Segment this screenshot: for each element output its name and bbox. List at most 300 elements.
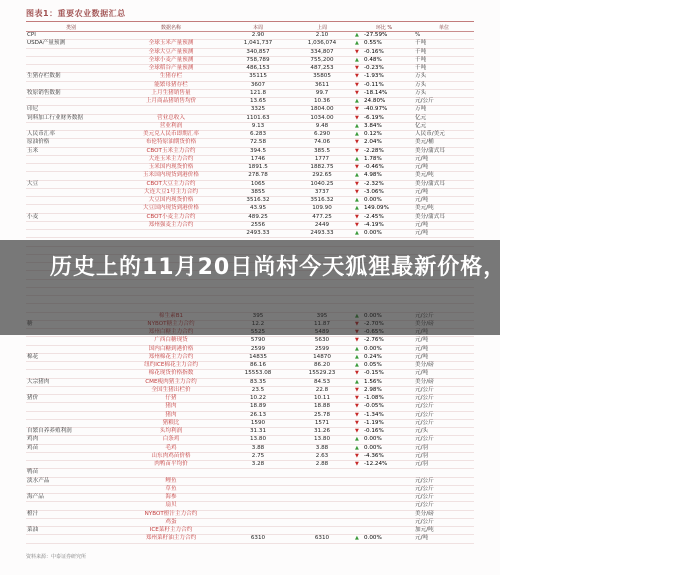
row-category bbox=[26, 155, 116, 163]
column-header-change: 环比 % bbox=[354, 23, 414, 32]
table-row bbox=[26, 114, 474, 122]
row-unit: 元/公斤 bbox=[414, 502, 474, 510]
row-category: 饲料加工行业财务数据 bbox=[26, 114, 116, 122]
row-unit: 千吨 bbox=[414, 40, 474, 48]
row-change bbox=[354, 205, 414, 213]
arrow-up-icon: ▲ bbox=[355, 122, 359, 129]
row-this-week: 278.78 bbox=[226, 172, 290, 180]
table-row bbox=[26, 81, 474, 89]
row-category: 牧原销售数据 bbox=[26, 89, 116, 97]
row-change bbox=[354, 89, 414, 97]
row-category bbox=[26, 362, 116, 370]
row-unit: 元/吨 bbox=[414, 337, 474, 345]
row-category: CPI bbox=[26, 32, 116, 40]
row-change bbox=[354, 48, 414, 56]
row-change bbox=[354, 147, 414, 155]
row-category: USDA产量预测 bbox=[26, 40, 116, 48]
table-row bbox=[26, 403, 474, 411]
row-indicator: 扇贝 bbox=[116, 502, 226, 510]
row-this-week: 3516.32 bbox=[226, 197, 290, 205]
row-change bbox=[354, 122, 414, 130]
row-last-week: 99.7 bbox=[290, 89, 354, 97]
row-indicator: 郑州强麦主力合约 bbox=[116, 221, 226, 229]
row-indicator: 美元兑人民币即期汇率 bbox=[116, 131, 226, 139]
arrow-down-icon: ▼ bbox=[355, 461, 359, 467]
row-this-week: 15553.08 bbox=[226, 370, 290, 378]
row-indicator: 海参 bbox=[116, 494, 226, 502]
row-change bbox=[354, 139, 414, 147]
row-indicator: 全球小麦产量预测 bbox=[116, 56, 226, 64]
row-change-value: -4.19% bbox=[364, 221, 384, 228]
row-change bbox=[354, 535, 414, 543]
source-note: 资料来源：中泰证券研究所 bbox=[26, 554, 87, 560]
row-last-week: 2.63 bbox=[290, 452, 354, 460]
row-category: 小麦 bbox=[26, 213, 116, 221]
row-this-week: 43.95 bbox=[226, 205, 290, 213]
row-this-week: 23.5 bbox=[226, 386, 290, 394]
row-change bbox=[354, 32, 414, 40]
table-row bbox=[26, 89, 474, 97]
row-indicator: 头均利润 bbox=[116, 428, 226, 436]
row-change bbox=[354, 230, 414, 238]
row-change-value: 0.55% bbox=[364, 40, 382, 47]
row-change bbox=[354, 518, 414, 526]
table-row bbox=[26, 147, 474, 155]
row-change-value: -1.19% bbox=[364, 419, 384, 426]
row-last-week: 18.88 bbox=[290, 403, 354, 411]
row-last-week bbox=[290, 469, 354, 477]
row-change bbox=[354, 444, 414, 452]
row-unit: 元/公斤 bbox=[414, 485, 474, 493]
row-change-value: 149.09% bbox=[364, 205, 389, 212]
row-change bbox=[354, 114, 414, 122]
row-last-week: 2449 bbox=[290, 221, 354, 229]
arrow-up-icon: ▲ bbox=[355, 444, 359, 451]
row-last-week bbox=[290, 485, 354, 493]
row-change-value: 0.00% bbox=[364, 444, 382, 451]
arrow-up-icon: ▲ bbox=[355, 155, 359, 162]
row-change-value: 1.78% bbox=[364, 155, 382, 162]
row-category: 玉米 bbox=[26, 147, 116, 155]
table-row bbox=[26, 510, 474, 518]
row-indicator: 仔猪 bbox=[116, 395, 226, 403]
row-change bbox=[354, 502, 414, 510]
table-row bbox=[26, 461, 474, 469]
row-category: 大宗猪肉 bbox=[26, 378, 116, 386]
row-this-week: 3.28 bbox=[226, 461, 290, 469]
table-row bbox=[26, 502, 474, 510]
row-category: 原油价格 bbox=[26, 139, 116, 147]
arrow-up-icon: ▲ bbox=[355, 131, 359, 137]
row-change-value: -40.97% bbox=[364, 106, 388, 113]
row-last-week: 1777 bbox=[290, 155, 354, 163]
row-change bbox=[354, 395, 414, 403]
row-indicator: 郑州棉花主力合约 bbox=[116, 353, 226, 361]
row-last-week: 35805 bbox=[290, 73, 354, 81]
row-category bbox=[26, 56, 116, 64]
row-change-value: 0.24% bbox=[364, 353, 382, 360]
row-this-week: 31.31 bbox=[226, 428, 290, 436]
row-unit: 元/公斤 bbox=[414, 386, 474, 394]
table-row bbox=[26, 345, 474, 353]
row-change-value: -1.34% bbox=[364, 411, 384, 418]
row-category bbox=[26, 221, 116, 229]
row-last-week: 1804.00 bbox=[290, 106, 354, 114]
row-change bbox=[354, 527, 414, 535]
row-indicator: 全球玉米产量预测 bbox=[116, 40, 226, 48]
row-unit: 千吨 bbox=[414, 65, 474, 73]
row-change-value: -18.14% bbox=[364, 89, 388, 96]
row-change bbox=[354, 469, 414, 477]
row-this-week: 6310 bbox=[226, 535, 290, 543]
row-this-week: 3855 bbox=[226, 188, 290, 196]
row-unit: 美分/蒲式耳 bbox=[414, 180, 474, 188]
row-category bbox=[26, 386, 116, 394]
row-change bbox=[354, 221, 414, 229]
arrow-up-icon: ▲ bbox=[355, 230, 359, 236]
column-header-last-week: 上周 bbox=[290, 23, 354, 32]
row-change-value: -0.05% bbox=[364, 403, 384, 410]
row-last-week bbox=[290, 527, 354, 535]
row-indicator: CBOT玉米主力合约 bbox=[116, 147, 226, 155]
arrow-up-icon: ▲ bbox=[355, 40, 359, 47]
row-unit: 元/公斤 bbox=[414, 98, 474, 106]
arrow-down-icon: ▼ bbox=[355, 386, 359, 393]
row-last-week: 2599 bbox=[290, 345, 354, 353]
row-change-value: -27.59% bbox=[364, 32, 388, 38]
row-change-value: -3.06% bbox=[364, 188, 384, 195]
arrow-down-icon: ▼ bbox=[355, 213, 359, 220]
row-unit: 元/吨 bbox=[414, 155, 474, 163]
row-this-week bbox=[226, 510, 290, 518]
row-indicator: 营业总收入 bbox=[116, 114, 226, 122]
row-last-week bbox=[290, 518, 354, 526]
table-row bbox=[26, 494, 474, 502]
row-this-week: 340,857 bbox=[226, 48, 290, 56]
row-this-week: 1065 bbox=[226, 180, 290, 188]
row-last-week: 6.290 bbox=[290, 131, 354, 139]
table-row bbox=[26, 197, 474, 205]
row-this-week: 2599 bbox=[226, 345, 290, 353]
row-change bbox=[354, 370, 414, 378]
row-indicator: 猪肉 bbox=[116, 411, 226, 419]
row-category: 鸡肉 bbox=[26, 436, 116, 444]
row-last-week: 14870 bbox=[290, 353, 354, 361]
row-unit: % bbox=[414, 32, 474, 40]
row-unit: 元/吨 bbox=[414, 221, 474, 229]
row-this-week: 489.25 bbox=[226, 213, 290, 221]
table-row bbox=[26, 444, 474, 452]
row-unit: 元/公斤 bbox=[414, 403, 474, 411]
row-indicator: 全国生猪出栏价 bbox=[116, 386, 226, 394]
table-row bbox=[26, 518, 474, 526]
row-category bbox=[26, 502, 116, 510]
row-category bbox=[26, 535, 116, 543]
row-change bbox=[354, 98, 414, 106]
row-last-week bbox=[290, 510, 354, 518]
arrow-down-icon: ▼ bbox=[355, 164, 359, 170]
row-last-week: 31.26 bbox=[290, 428, 354, 436]
row-category: 棉花 bbox=[26, 353, 116, 361]
row-category bbox=[26, 230, 116, 238]
row-change bbox=[354, 494, 414, 502]
row-last-week: 13.80 bbox=[290, 436, 354, 444]
table-row bbox=[26, 65, 474, 73]
row-this-week: 1590 bbox=[226, 419, 290, 427]
row-unit: 千吨 bbox=[414, 48, 474, 56]
row-unit: 万头 bbox=[414, 81, 474, 89]
row-category bbox=[26, 419, 116, 427]
row-last-week: 3737 bbox=[290, 188, 354, 196]
row-change bbox=[354, 81, 414, 89]
row-last-week: 25.78 bbox=[290, 411, 354, 419]
row-category: 自繁自养养殖利润 bbox=[26, 428, 116, 436]
row-change-value: 2.98% bbox=[364, 386, 382, 393]
row-this-week: 9.13 bbox=[226, 122, 290, 130]
row-indicator: 上月商品猪销售均价 bbox=[116, 98, 226, 106]
row-last-week: 3611 bbox=[290, 81, 354, 89]
row-last-week: 22.8 bbox=[290, 386, 354, 394]
row-last-week: 15529.23 bbox=[290, 370, 354, 378]
row-indicator: 毛鸡 bbox=[116, 444, 226, 452]
row-unit: 美分/磅 bbox=[414, 378, 474, 386]
table-row bbox=[26, 56, 474, 64]
row-unit bbox=[414, 469, 474, 477]
row-change bbox=[354, 197, 414, 205]
row-unit: 人民币/美元 bbox=[414, 131, 474, 139]
arrow-down-icon: ▼ bbox=[355, 221, 359, 228]
arrow-up-icon: ▲ bbox=[355, 56, 359, 63]
arrow-up-icon: ▲ bbox=[355, 197, 359, 203]
row-indicator: 上月生猪销售量 bbox=[116, 89, 226, 97]
row-change-value: 0.00% bbox=[364, 436, 382, 443]
row-unit: 万吨 bbox=[414, 106, 474, 114]
row-indicator bbox=[116, 32, 226, 40]
row-this-week: 2556 bbox=[226, 221, 290, 229]
row-change-value: 2.04% bbox=[364, 139, 382, 146]
table-row bbox=[26, 485, 474, 493]
row-this-week: 486,153 bbox=[226, 65, 290, 73]
row-category bbox=[26, 65, 116, 73]
table-row bbox=[26, 378, 474, 386]
row-last-week: 755,200 bbox=[290, 56, 354, 64]
row-change-value: -1.93% bbox=[364, 73, 384, 80]
arrow-down-icon: ▼ bbox=[355, 147, 359, 154]
row-indicator: 大豆国内现货到港价格 bbox=[116, 205, 226, 213]
arrow-down-icon: ▼ bbox=[355, 428, 359, 434]
row-unit: 元/公斤 bbox=[414, 419, 474, 427]
row-indicator: 草鱼 bbox=[116, 485, 226, 493]
row-change-value: -6.19% bbox=[364, 114, 384, 121]
row-this-week: 394.5 bbox=[226, 147, 290, 155]
table-row bbox=[26, 213, 474, 221]
table-row bbox=[26, 172, 474, 180]
row-last-week bbox=[290, 494, 354, 502]
row-change-value: 24.80% bbox=[364, 98, 386, 104]
row-change bbox=[354, 131, 414, 139]
row-unit: 万头 bbox=[414, 89, 474, 97]
row-this-week: 10.22 bbox=[226, 395, 290, 403]
row-indicator: 猪肉 bbox=[116, 403, 226, 411]
row-change bbox=[354, 378, 414, 386]
table-row bbox=[26, 155, 474, 163]
arrow-up-icon: ▲ bbox=[355, 535, 359, 542]
table-row bbox=[26, 469, 474, 477]
row-unit: 亿元 bbox=[414, 122, 474, 130]
row-last-week: 74.06 bbox=[290, 139, 354, 147]
row-this-week: 1101.63 bbox=[226, 114, 290, 122]
row-category: 鸭苗 bbox=[26, 469, 116, 477]
row-last-week: 1040.25 bbox=[290, 180, 354, 188]
table-row bbox=[26, 40, 474, 48]
row-last-week: 1,036,074 bbox=[290, 40, 354, 48]
row-category: 菜油 bbox=[26, 527, 116, 535]
arrow-down-icon: ▼ bbox=[355, 452, 359, 459]
column-header-unit: 单位 bbox=[414, 23, 474, 32]
row-unit: 美元/桶 bbox=[414, 139, 474, 147]
row-indicator: CME瘦肉猪主力合约 bbox=[116, 378, 226, 386]
table-row bbox=[26, 535, 474, 543]
row-last-week: 3516.32 bbox=[290, 197, 354, 205]
table-row bbox=[26, 370, 474, 378]
row-this-week: 5790 bbox=[226, 337, 290, 345]
row-change-value: 0.00% bbox=[364, 345, 382, 352]
row-unit: 元/羽 bbox=[414, 461, 474, 469]
table-row bbox=[26, 419, 474, 427]
row-category bbox=[26, 164, 116, 172]
row-last-week bbox=[290, 502, 354, 510]
arrow-down-icon: ▼ bbox=[355, 65, 359, 71]
arrow-down-icon: ▼ bbox=[355, 139, 359, 146]
row-change-value: -2.32% bbox=[364, 180, 384, 187]
row-indicator: 肉鸭苗平均价 bbox=[116, 461, 226, 469]
row-this-week: 1891.5 bbox=[226, 164, 290, 172]
table-row bbox=[26, 395, 474, 403]
row-this-week: 2.90 bbox=[226, 32, 290, 40]
table-row bbox=[26, 73, 474, 81]
row-change bbox=[354, 213, 414, 221]
row-this-week: 2.75 bbox=[226, 452, 290, 460]
row-change bbox=[354, 73, 414, 81]
row-indicator: 纽约ICE棉花主力合约 bbox=[116, 362, 226, 370]
row-indicator: 玉米国内现货价格 bbox=[116, 164, 226, 172]
row-category bbox=[26, 337, 116, 345]
row-last-week: 3.88 bbox=[290, 444, 354, 452]
row-unit: 元/吨 bbox=[414, 353, 474, 361]
row-change bbox=[354, 172, 414, 180]
row-unit: 美元/吨 bbox=[414, 205, 474, 213]
row-unit: 元/公斤 bbox=[414, 494, 474, 502]
row-category: 淡水产品 bbox=[26, 477, 116, 485]
row-change bbox=[354, 510, 414, 518]
arrow-down-icon: ▼ bbox=[355, 114, 359, 121]
table-row bbox=[26, 205, 474, 213]
row-change bbox=[354, 485, 414, 493]
row-unit: 元/公斤 bbox=[414, 436, 474, 444]
row-change bbox=[354, 40, 414, 48]
row-indicator: 能繁母猪存栏 bbox=[116, 81, 226, 89]
row-change bbox=[354, 56, 414, 64]
row-this-week bbox=[226, 527, 290, 535]
table-row bbox=[26, 188, 474, 196]
row-category: 生猪存栏数据 bbox=[26, 73, 116, 81]
row-change bbox=[354, 180, 414, 188]
row-change-value: -0.16% bbox=[364, 428, 384, 434]
row-last-week: 1034.00 bbox=[290, 114, 354, 122]
row-indicator bbox=[116, 106, 226, 114]
row-this-week bbox=[226, 494, 290, 502]
arrow-up-icon: ▲ bbox=[355, 362, 359, 368]
row-this-week bbox=[226, 502, 290, 510]
row-category: 海产品 bbox=[26, 494, 116, 502]
row-change-value: -2.76% bbox=[364, 337, 384, 344]
row-change bbox=[354, 477, 414, 485]
row-indicator: 棉花现货价格指数 bbox=[116, 370, 226, 378]
row-unit: 元/公斤 bbox=[414, 395, 474, 403]
row-indicator: 山东肉鸡苗价格 bbox=[116, 452, 226, 460]
row-category: 人民币汇率 bbox=[26, 131, 116, 139]
row-last-week: 109.90 bbox=[290, 205, 354, 213]
row-indicator bbox=[116, 469, 226, 477]
row-change bbox=[354, 461, 414, 469]
table-row bbox=[26, 32, 474, 40]
row-unit: 元/羽 bbox=[414, 444, 474, 452]
row-category bbox=[26, 345, 116, 353]
table-row bbox=[26, 221, 474, 229]
row-change-value: 1.56% bbox=[364, 378, 382, 385]
row-unit: 元/公斤 bbox=[414, 518, 474, 526]
row-category bbox=[26, 518, 116, 526]
arrow-down-icon: ▼ bbox=[355, 370, 359, 377]
column-header-indicator: 数据名称 bbox=[116, 23, 226, 32]
row-change-value: -2.28% bbox=[364, 147, 384, 154]
row-last-week: 84.53 bbox=[290, 378, 354, 386]
row-indicator: 大连玉米主力合约 bbox=[116, 155, 226, 163]
row-indicator: 白条鸡 bbox=[116, 436, 226, 444]
table-row bbox=[26, 386, 474, 394]
row-indicator: ICE菜籽主力合约 bbox=[116, 527, 226, 535]
row-this-week bbox=[226, 518, 290, 526]
row-unit: 元/吨 bbox=[414, 188, 474, 196]
row-this-week: 18.89 bbox=[226, 403, 290, 411]
table-row bbox=[26, 139, 474, 147]
row-change-value: 3.84% bbox=[364, 122, 382, 129]
row-change bbox=[354, 386, 414, 394]
row-this-week: 3607 bbox=[226, 81, 290, 89]
row-this-week: 758,789 bbox=[226, 56, 290, 64]
row-this-week: 3.88 bbox=[226, 444, 290, 452]
row-this-week: 3325 bbox=[226, 106, 290, 114]
table-row bbox=[26, 164, 474, 172]
row-category bbox=[26, 188, 116, 196]
row-this-week: 26.13 bbox=[226, 411, 290, 419]
row-indicator: 全球稻谷产量预测 bbox=[116, 65, 226, 73]
row-change bbox=[354, 65, 414, 73]
row-this-week: 121.8 bbox=[226, 89, 290, 97]
column-header-category: 类别 bbox=[26, 23, 116, 32]
table-row bbox=[26, 131, 474, 139]
row-indicator: 广西白糖现货 bbox=[116, 337, 226, 345]
row-category: 印尼 bbox=[26, 106, 116, 114]
row-change bbox=[354, 411, 414, 419]
row-category bbox=[26, 48, 116, 56]
table-row bbox=[26, 452, 474, 460]
row-indicator: 郑州菜籽油主力合约 bbox=[116, 535, 226, 543]
arrow-down-icon: ▼ bbox=[355, 337, 359, 344]
row-this-week: 14835 bbox=[226, 353, 290, 361]
row-last-week: 477.25 bbox=[290, 213, 354, 221]
table-row bbox=[26, 122, 474, 130]
